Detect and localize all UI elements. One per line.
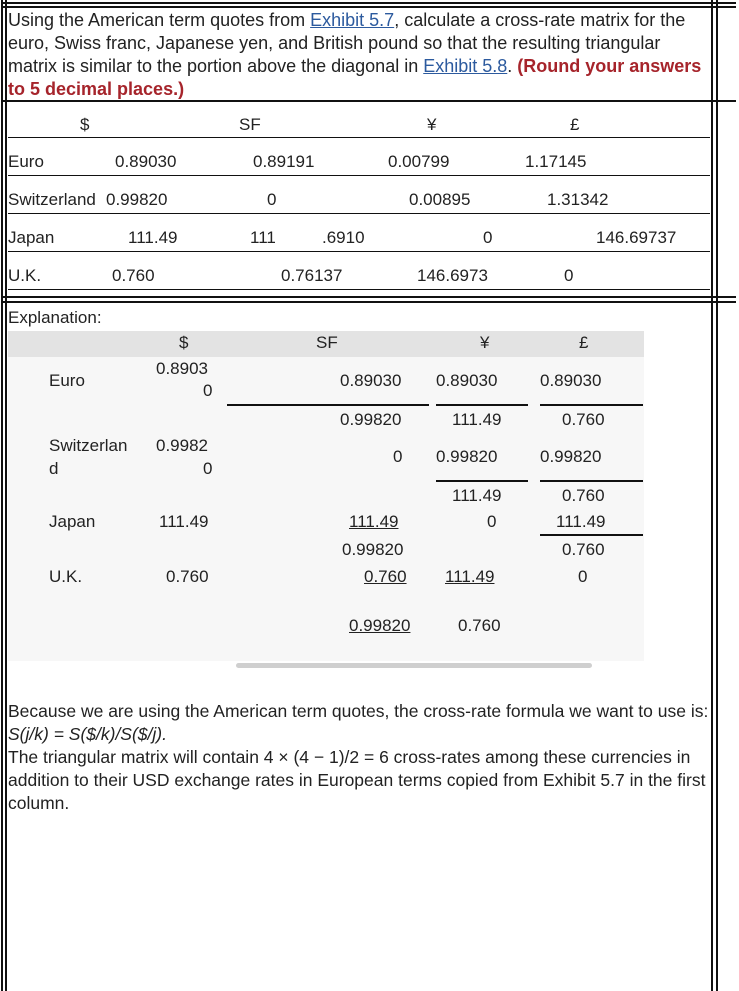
expl-euro-yen-num: 0.89030 <box>436 371 498 390</box>
expl-swiss-sf: 0 <box>393 447 403 466</box>
expl-label-japan: Japan <box>49 512 96 531</box>
left-border <box>1 0 3 991</box>
expl-uk-yen-num: 111.49 <box>445 567 495 586</box>
question-text <box>8 9 708 101</box>
top-border <box>3 2 736 4</box>
expl-swiss-yen-den: 111.49 <box>452 486 502 505</box>
row-label-euro: Euro <box>8 152 44 171</box>
expl-uk-yen-den: 0.760 <box>458 616 501 635</box>
top-border-inner <box>3 6 736 8</box>
expl-swiss-usd-part1: 0.9982 <box>156 436 208 455</box>
swiss-usd-input[interactable]: 0.99820 <box>106 190 168 209</box>
expl-label-switzerland-part1: Switzerlan <box>49 436 128 455</box>
section-divider-inner <box>3 301 736 303</box>
expl-uk-sf-num: 0.760 <box>364 567 407 586</box>
fraction-bar <box>227 404 429 406</box>
exhibit-5-8-link[interactable]: Exhibit 5.8 <box>423 56 508 76</box>
right-border-inner <box>711 0 713 991</box>
col-header-yen: ¥ <box>427 115 437 134</box>
uk-usd-input[interactable]: 0.760 <box>112 266 155 285</box>
expl-japan-sf-den: 0.99820 <box>342 540 404 559</box>
japan-usd-input[interactable]: 111.49 <box>128 228 178 247</box>
uk-yen-input[interactable]: 146.6973 <box>417 266 488 285</box>
expl-swiss-gbp-num: 0.99820 <box>540 447 602 466</box>
euro-sf-input[interactable]: 0.89191 <box>253 152 315 171</box>
col-header-gbp: £ <box>570 115 580 134</box>
explanation-title: Explanation: <box>8 308 102 327</box>
uk-gbp-input[interactable]: 0 <box>564 266 574 285</box>
expl-uk-gbp: 0 <box>578 567 588 586</box>
cross-rate-formula: S(j/k) = S($/k)/S($/j). <box>8 724 167 744</box>
row-divider <box>8 175 710 176</box>
row-divider <box>8 213 710 214</box>
question-divider <box>3 100 736 102</box>
euro-usd-input[interactable]: 0.89030 <box>115 152 177 171</box>
expl-swiss-yen-num: 0.99820 <box>436 447 498 466</box>
expl-euro-gbp-den: 0.760 <box>562 410 605 429</box>
rounding-instruction: (Round your answers to 5 decimal places.) <box>8 56 702 99</box>
expl-label-euro: Euro <box>49 371 85 390</box>
expl-uk-usd: 0.760 <box>166 567 209 586</box>
row-divider <box>8 289 710 290</box>
section-divider <box>3 296 736 298</box>
right-border <box>716 0 718 991</box>
question-text-before: Using the American term quotes from <box>8 10 311 30</box>
expl-label-uk: U.K. <box>49 567 83 586</box>
expl-japan-sf-num: 111.49 <box>349 512 399 531</box>
japan-sf-input-decimal[interactable]: .6910 <box>322 228 365 247</box>
japan-sf-input-whole[interactable]: 111 <box>250 228 276 247</box>
swiss-yen-input[interactable]: 0.00895 <box>409 190 471 209</box>
exhibit-5-7-link[interactable]: Exhibit 5.7 <box>310 10 395 30</box>
expl-euro-usd-part2: 0 <box>203 381 213 400</box>
row-divider <box>8 251 710 252</box>
fraction-bar <box>540 534 643 536</box>
expl-swiss-usd-part2: 0 <box>203 459 213 478</box>
fraction-bar <box>436 480 528 482</box>
left-border-inner <box>5 0 7 991</box>
uk-sf-input[interactable]: 0.76137 <box>281 266 343 285</box>
row-label-japan: Japan <box>8 228 55 247</box>
expl-swiss-gbp-den: 0.760 <box>562 486 605 505</box>
expl-header-gbp: £ <box>579 333 589 352</box>
expl-header-yen: ¥ <box>480 333 490 352</box>
col-header-usd: $ <box>80 115 90 134</box>
euro-gbp-input[interactable]: 1.17145 <box>525 152 587 171</box>
row-label-uk: U.K. <box>8 266 42 285</box>
formula-intro: Because we are using the American term quotes, the cross-rate formula we want to use is: <box>8 701 709 721</box>
expl-uk-sf-den: 0.99820 <box>349 616 411 635</box>
fraction-bar <box>436 404 528 406</box>
horizontal-scrollbar[interactable] <box>236 663 592 668</box>
swiss-sf-input[interactable]: 0 <box>267 190 277 209</box>
explanation-footer <box>8 700 713 815</box>
swiss-gbp-input[interactable]: 1.31342 <box>547 190 609 209</box>
row-label-switzerland: Switzerland <box>8 190 96 209</box>
expl-japan-yen: 0 <box>487 512 497 531</box>
japan-yen-input[interactable]: 0 <box>483 228 493 247</box>
expl-euro-sf-num: 0.89030 <box>340 371 402 390</box>
expl-euro-gbp-num: 0.89030 <box>540 371 602 390</box>
expl-euro-yen-den: 111.49 <box>452 410 502 429</box>
expl-japan-gbp-num: 111.49 <box>556 512 606 531</box>
header-underline <box>8 137 710 138</box>
matrix-note: The triangular matrix will contain 4 × (4 − 1)/2 = 6 cross-rates among these currencies in addition to their USD exchange rates in European terms copied from Exhibit 5.7 in the first column. <box>8 747 706 813</box>
japan-gbp-input[interactable]: 146.69737 <box>596 228 677 247</box>
col-header-sf: SF <box>239 115 261 134</box>
question-text-after: . <box>507 56 518 76</box>
expl-euro-usd-part1: 0.8903 <box>156 359 208 378</box>
expl-header-sf: SF <box>316 333 338 352</box>
expl-japan-gbp-den: 0.760 <box>562 540 605 559</box>
expl-euro-sf-den: 0.99820 <box>340 410 402 429</box>
fraction-bar <box>540 404 643 406</box>
fraction-bar <box>540 480 643 482</box>
euro-yen-input[interactable]: 0.00799 <box>388 152 450 171</box>
question-text-mid: , calculate a cross-rate matrix for the euro, Swiss franc, Japanese yen, and British pound so that the resulting triangular matrix is similar to the portion above the diagonal in <box>8 10 686 76</box>
expl-label-switzerland-part2: d <box>49 459 59 478</box>
expl-japan-usd: 111.49 <box>159 512 209 531</box>
expl-header-usd: $ <box>179 333 189 352</box>
